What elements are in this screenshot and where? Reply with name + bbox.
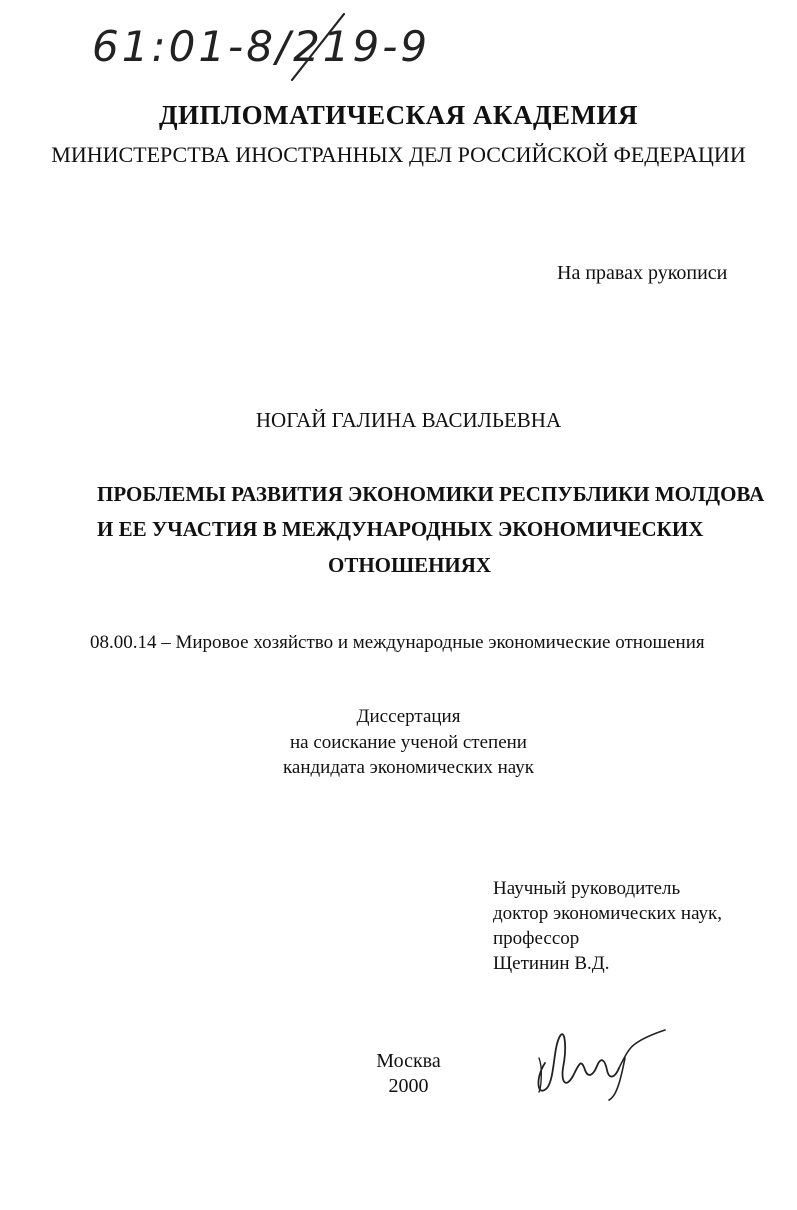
supervisor-line: Щетинин В.Д.	[493, 953, 610, 974]
publication-year: 2000	[388, 1075, 429, 1097]
thesis-title-line: И ЕЕ УЧАСТИЯ В МЕЖДУНАРОДНЫХ ЭКОНОМИЧЕСКИХ	[97, 517, 704, 541]
dissertation-type-line: Диссертация	[356, 706, 461, 727]
dissertation-type-line: на соискание ученой степени	[290, 732, 527, 753]
archive-code-handwritten: 61:01-8/219-9	[92, 22, 431, 71]
specialty-code: 08.00.14 – Мировое хозяйство и международные экономические отношения	[90, 632, 705, 653]
thesis-title-line: ПРОБЛЕМЫ РАЗВИТИЯ ЭКОНОМИКИ РЕСПУБЛИКИ МОЛДОВА	[97, 482, 765, 506]
handwritten-slash-mark	[282, 12, 352, 82]
ministry-name: МИНИСТЕРСТВА ИНОСТРАННЫХ ДЕЛ РОССИЙСКОЙ ФЕДЕРАЦИИ	[51, 142, 746, 167]
supervisor-line: доктор экономических наук,	[493, 903, 723, 924]
thesis-title-line: ОТНОШЕНИЯХ	[328, 553, 492, 577]
dissertation-type-line: кандидата экономических наук	[282, 757, 535, 778]
supervisor-line: Научный руководитель	[493, 878, 681, 899]
handwritten-signature	[525, 1018, 675, 1103]
author-name: НОГАЙ ГАЛИНА ВАСИЛЬЕВНА	[255, 408, 562, 432]
manuscript-rights-note: На правах рукописи	[557, 262, 728, 284]
supervisor-line: профессор	[493, 928, 580, 949]
place-of-publication: Москва	[376, 1050, 441, 1072]
academy-name: ДИПЛОМАТИЧЕСКАЯ АКАДЕМИЯ	[158, 100, 639, 130]
